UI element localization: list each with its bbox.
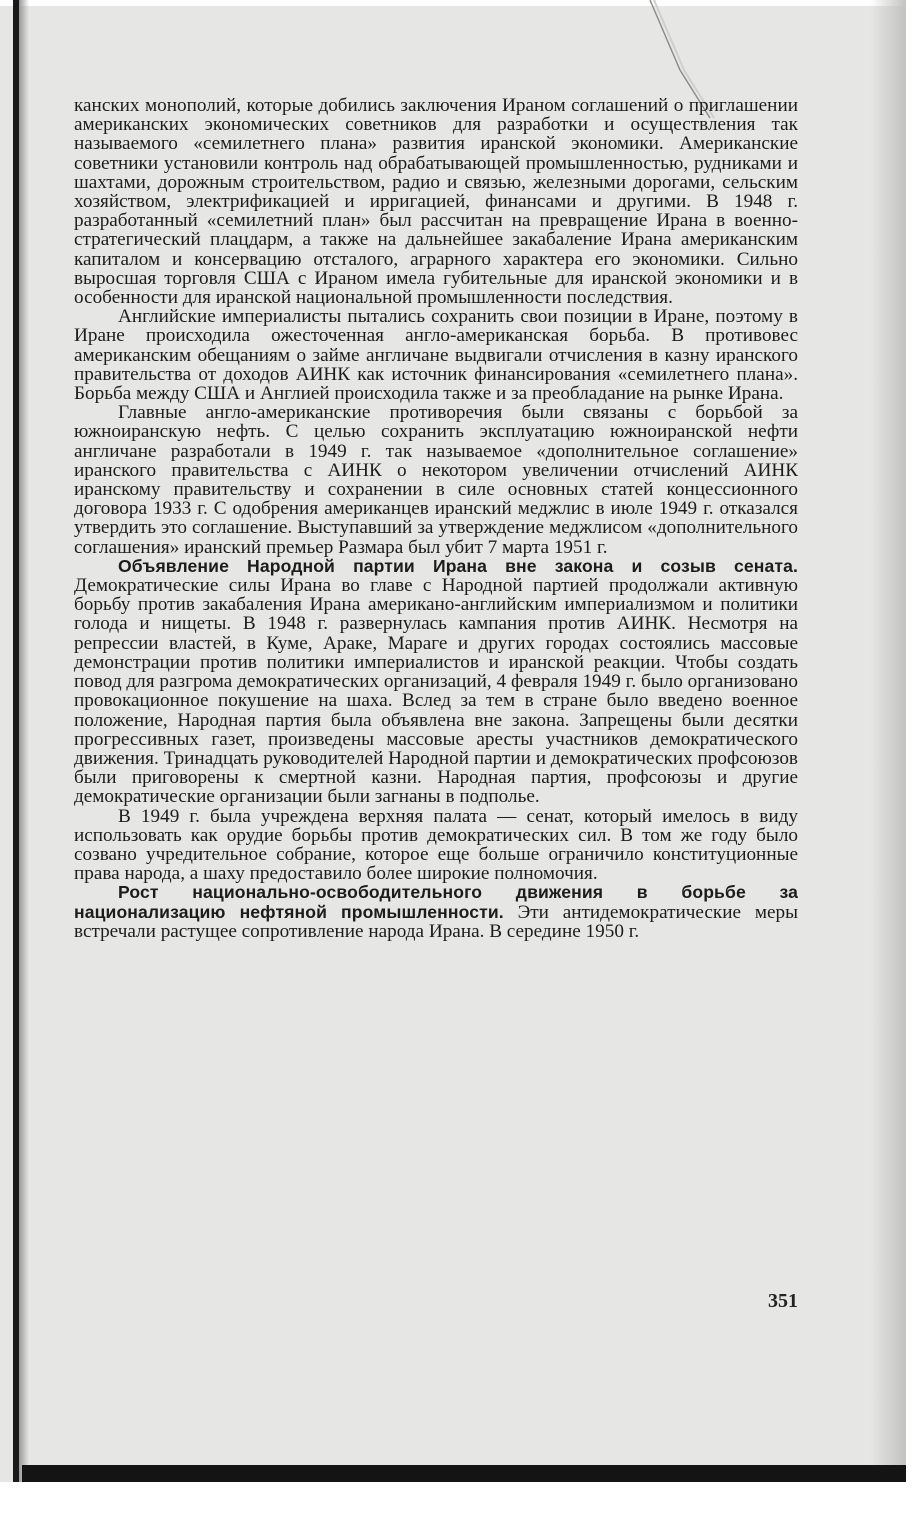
paragraph-4 <box>74 557 798 807</box>
section-heading: Объявление Народной партии Ирана вне закона и созыв сената. <box>118 555 798 576</box>
bottom-margin <box>0 1482 917 1525</box>
paragraph-text: Демократические силы Ирана во главе с Народной партией продолжали активную борьбу против закабаления Ирана американо-английским империализмом и политики голода и нищеты. В 1948 г. развернулась кампания против АИНК. Несмотря на репрессии властей, в Куме, Араке, Мараге и других городах состоялись массовые демонстрации против политики империалистов и иранской реакции. Чтобы создать повод для разгрома демократических организаций, 4 февраля 1949 г. было организовано провокационное покушение на шаха. Вслед за тем в стране было введено военное положение, Народная партия была объявлена вне закона. Запрещены были десятки прогрессивных газет, произведены массовые аресты участников демократического движения. Тринадцать руководителей Народной партии и демократических профсоюзов были приговорены к смертной казни. Народная партия, профсоюзы и другие демократические организации были загнаны в подполье. <box>74 575 798 808</box>
paragraph-6 <box>74 883 798 941</box>
bottom-edge-band <box>22 1465 906 1482</box>
paragraph-text: В 1949 г. была учреждена верхняя палата — сенат, который имелось в виду использовать как орудие борьбы против демократических сил. В том же году было созвано учредительное собрание, которое еще больше ограничило конституционные права народа, а шаху предоставило более широкие полномочия. <box>74 805 798 885</box>
paragraph-text: Главные англо-американские противоречия были связаны с борьбой за южноиранскую нефть. С целью сохранить эксплуатацию южноиранской нефти англичане разработали в 1949 г. так называемое «дополнительное соглашение» иранского правительства с АИНК о некотором увеличении отчислений АИНК иранскому правительству и сохранении в силе основных статей концессионного договора 1933 г. С одобрения американцев иранский меджлис в июле 1949 г. отказался утвердить это соглашение. Выступавший за утверждение меджлисом «дополнительного соглашения» иранский премьер Размара был убит 7 марта 1951 г. <box>74 402 798 558</box>
page-number: 351 <box>768 1290 798 1312</box>
paragraph-text: Эти антидемократические меры встречали растущее сопротивление народа Ирана. В середине 1950 г. <box>74 901 798 942</box>
right-margin <box>906 0 917 1525</box>
paragraph-2 <box>74 307 798 403</box>
paragraph-1 <box>74 96 798 307</box>
section-heading: Рост национально-освободительного движения в борьбе за национализацию нефтяной промышленности. <box>74 882 798 922</box>
body-text <box>74 96 798 941</box>
paragraph-text: Английские империалисты пытались сохранить свои позиции в Иране, поэтому в Иране происходила ожесточенная англо-американская борьба. В противовес американским обещаниям о займе англичане выдвигали отчисления в казну иранского правительства от доходов АИНК как источник финансирования «семилетнего плана». Борьба между США и Англией происходила также и за преобладание на рынке Ирана. <box>74 306 798 405</box>
paragraph-text: канских монополий, которые добились заключения Ираном соглашений о приглашении американских экономических советников для разработки и осуществления так называемого «семилетнего плана» развития иранской экономики. Американские советники установили контроль над обрабатывающей промышленностью, рудниками и шахтами, дорожным строительством, радио и связью, железными дорогами, сельским хозяйством, электрификацией и ирригацией, финансами и другими. В 1948 г. разработанный «семилетний план» был рассчитан на превращение Ирана в военно-стратегический плацдарм, а также на дальнейшее закабаление Ирана американским капиталом и консервацию отсталого, аграрного характера его экономики. Сильно выросшая торговля США с Ираном имела губительные для иранской экономики и в особенности для иранской национальной промышленности последствия. <box>74 95 798 309</box>
paragraph-5 <box>74 807 798 884</box>
paragraph-3 <box>74 403 798 557</box>
right-edge-shadow <box>870 0 906 1465</box>
left-edge-shadow <box>19 0 29 1482</box>
top-margin <box>0 0 917 6</box>
